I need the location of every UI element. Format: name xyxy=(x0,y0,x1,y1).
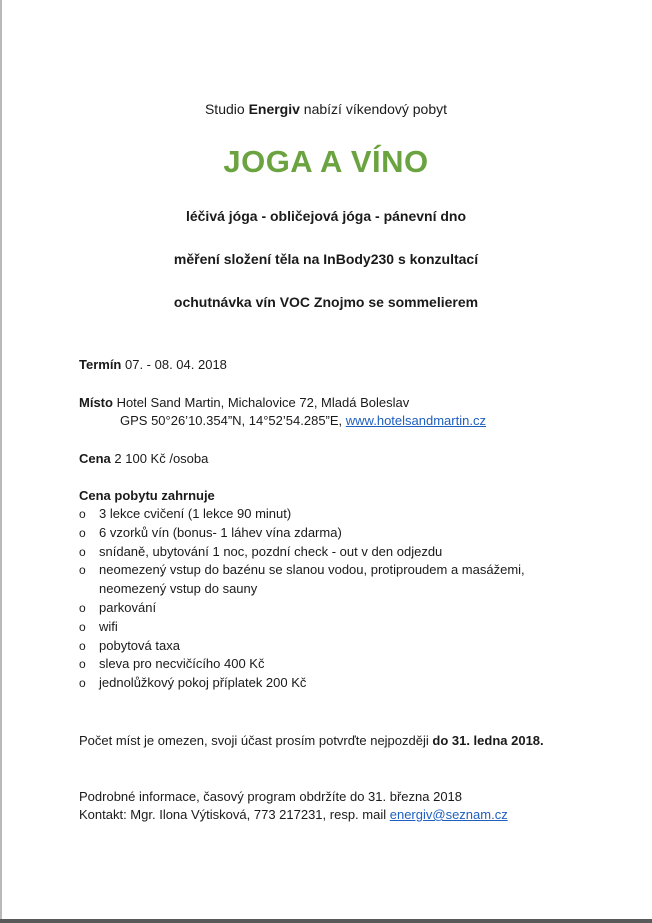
list-item xyxy=(79,655,579,674)
list-item-text: pobytová taxa xyxy=(99,637,180,653)
intro-line xyxy=(0,101,652,117)
bullet-icon: o xyxy=(79,676,86,691)
list-item-text: snídaně, ubytování 1 noc, pozdní check - out v den odjezdu xyxy=(99,543,443,559)
bullet-icon: o xyxy=(79,600,86,615)
bullet-icon: o xyxy=(79,657,86,672)
page-border-left xyxy=(0,0,2,923)
list-item-text: 3 lekce cvičení (1 lekce 90 minut) xyxy=(99,506,292,521)
email-link[interactable]: energiv@seznam.cz xyxy=(389,807,508,822)
misto-label: Místo xyxy=(79,395,113,410)
included-heading: Cena pobytu zahrnuje xyxy=(79,488,215,503)
headline-yoga: léčivá jóga - obličejová jóga - pánevní dno xyxy=(185,208,467,224)
bullet-icon: o xyxy=(79,638,86,653)
cena-line xyxy=(79,450,208,468)
hotel-website-link[interactable]: www.hotelsandmartin.cz xyxy=(345,413,486,428)
gps-line xyxy=(120,412,486,430)
misto-value: Hotel Sand Martin, Michalovice 72, Mladá Boleslav xyxy=(112,395,410,410)
list-item-text: 6 vzorků vín (bonus- 1 láhev vína zdarma) xyxy=(99,524,342,540)
intro-brand: Energiv xyxy=(248,101,300,117)
headline-wine: ochutnávka vín VOC Znojmo se sommelierem xyxy=(173,294,479,310)
bullet-icon: o xyxy=(79,525,86,540)
list-item-text: neomezený vstup do bazénu se slanou vodou, protiproudem a masážemi, xyxy=(99,562,525,578)
list-item-text: parkování xyxy=(99,599,157,615)
page-title: JOGA A VÍNO xyxy=(223,144,429,179)
list-item xyxy=(79,637,579,656)
bullet-icon: o xyxy=(79,507,86,521)
included-list xyxy=(79,505,579,693)
notice-text: Počet míst je omezen, svoji účast prosím potvrďte nejpozději xyxy=(79,733,433,748)
list-item xyxy=(79,524,579,543)
gps-text: GPS 50°26’10.354”N, 14°52’54.285”E, xyxy=(120,413,346,428)
intro-suffix: nabízí víkendový pobyt xyxy=(299,101,448,117)
headline-inbody: měření složení těla na InBody230 s konzultací xyxy=(173,251,479,267)
cena-value: 2 100 Kč /osoba xyxy=(110,451,209,466)
termin-line xyxy=(79,356,227,374)
contact-text: Kontakt: Mgr. Ilona Výtisková, 773 217231, resp. mail xyxy=(79,807,390,822)
termin-label: Termín xyxy=(79,357,122,372)
list-item-text: wifi xyxy=(99,618,118,634)
info-line: Podrobné informace, časový program obdržíte do 31. března 2018 xyxy=(79,789,463,804)
list-item-text: jednolůžkový pokoj příplatek 200 Kč xyxy=(99,675,307,691)
contact-line xyxy=(79,806,508,824)
cena-label: Cena xyxy=(79,451,111,466)
intro-prefix: Studio xyxy=(204,101,249,117)
page-border-bottom xyxy=(0,919,652,923)
list-item xyxy=(79,599,579,618)
list-item xyxy=(79,618,579,637)
list-item xyxy=(79,674,579,693)
notice-deadline: do 31. ledna 2018. xyxy=(432,733,544,748)
bullet-icon: o xyxy=(79,544,86,559)
bullet-icon: o xyxy=(79,563,86,578)
list-item-continuation: neomezený vstup do sauny xyxy=(99,581,258,597)
misto-line xyxy=(79,394,409,412)
list-item xyxy=(79,561,579,599)
list-item xyxy=(79,505,579,524)
bullet-icon: o xyxy=(79,619,86,634)
list-item xyxy=(79,543,579,562)
termin-value: 07. - 08. 04. 2018 xyxy=(121,357,227,372)
list-item-text: sleva pro necvičícího 400 Kč xyxy=(99,656,265,672)
capacity-notice xyxy=(79,732,559,750)
